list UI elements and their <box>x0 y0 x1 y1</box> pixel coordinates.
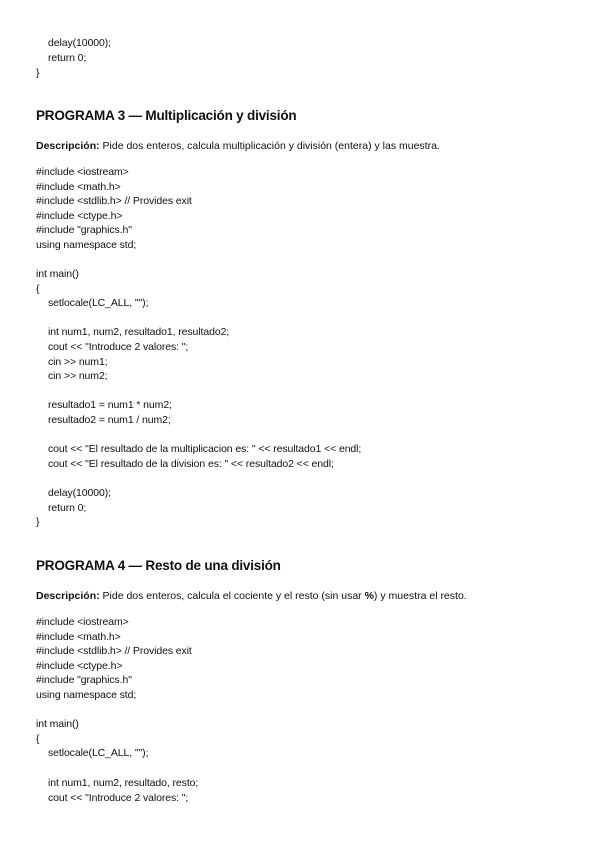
code-line: return 0; <box>48 502 87 514</box>
code-line: setlocale(LC_ALL, ""); <box>48 297 149 309</box>
code-line: { <box>36 733 40 745</box>
code-line: #include <math.h> <box>36 631 121 643</box>
code-line: #include <stdlib.h> // Provides exit <box>36 645 192 657</box>
code-line: #include "graphics.h" <box>36 674 132 686</box>
description-label: Descripción: <box>36 140 100 152</box>
code-line: resultado2 = num1 / num2; <box>48 414 171 426</box>
code-line: delay(10000); <box>48 487 111 499</box>
code-line: cout << "El resultado de la multiplicacion es: " << resultado1 << endl; <box>48 443 362 455</box>
code-line: } <box>36 67 40 79</box>
code-line: #include <stdlib.h> // Provides exit <box>36 195 192 207</box>
description-text: ) y muestra el resto. <box>373 590 467 602</box>
code-line: } <box>36 516 40 528</box>
code-line: cin >> num1; <box>48 356 108 368</box>
code-line: delay(10000); <box>48 37 111 49</box>
code-line: int num1, num2, resultado, resto; <box>48 777 199 789</box>
code-line: resultado1 = num1 * num2; <box>48 399 172 411</box>
code-line: return 0; <box>48 52 87 64</box>
code-line: { <box>36 283 40 295</box>
description-text: Pide dos enteros, calcula multiplicación y división (entera) y las muestra. <box>99 140 440 152</box>
code-line: setlocale(LC_ALL, ""); <box>48 747 149 759</box>
section-heading-programa-4: PROGRAMA 4 — Resto de una división <box>36 558 281 573</box>
code-line: int main() <box>36 718 79 730</box>
code-line: cout << "Introduce 2 valores: "; <box>48 341 189 353</box>
code-line: #include <ctype.h> <box>36 210 123 222</box>
code-line: using namespace std; <box>36 689 137 701</box>
code-line: #include "graphics.h" <box>36 224 132 236</box>
code-line: int num1, num2, resultado1, resultado2; <box>48 326 230 338</box>
description-programa-3 <box>36 139 440 153</box>
description-programa-4 <box>36 589 467 603</box>
code-line: #include <ctype.h> <box>36 660 123 672</box>
description-percent-symbol: % <box>364 590 374 602</box>
code-line: cin >> num2; <box>48 370 108 382</box>
code-line: #include <math.h> <box>36 181 121 193</box>
section-heading-programa-3: PROGRAMA 3 — Multiplicación y división <box>36 108 297 123</box>
description-label: Descripción: <box>36 590 100 602</box>
code-line: cout << "El resultado de la division es: " << resultado2 << endl; <box>48 458 334 470</box>
description-text: Pide dos enteros, calcula el cociente y el resto (sin usar <box>99 590 365 602</box>
code-line: int main() <box>36 268 79 280</box>
code-line: #include <iostream> <box>36 166 129 178</box>
code-line: cout << "Introduce 2 valores: "; <box>48 792 189 804</box>
code-line: #include <iostream> <box>36 616 129 628</box>
code-line: using namespace std; <box>36 239 137 251</box>
